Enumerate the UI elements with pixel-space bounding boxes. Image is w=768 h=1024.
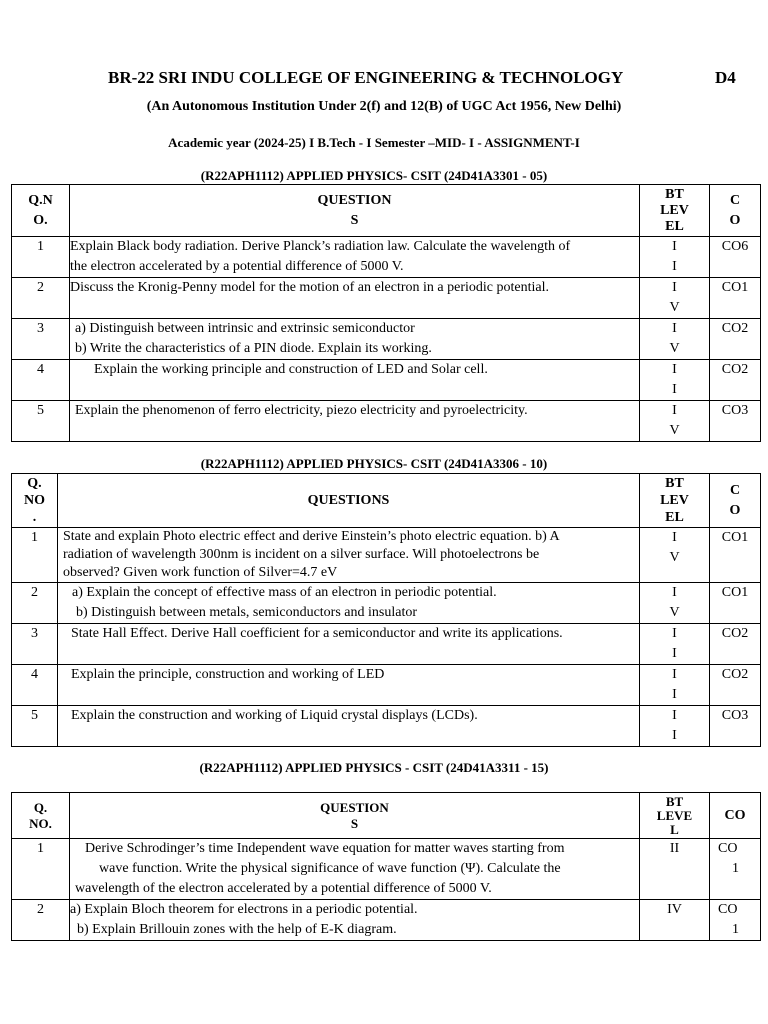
question-text: Discuss the Kronig-Penny model for the motion of an electron in a periodic potential. [70,278,640,319]
question-number: 3 [12,319,70,360]
header-bt-level: BT LEVE L [640,793,710,839]
bt-level: I V [640,528,710,583]
question-number: 2 [12,900,70,941]
question-text: Explain Black body radiation. Derive Planck’s radiation law. Calculate the wavelength of the electron accelerated by a potential difference of 5000 V. [70,237,640,278]
question-number: 2 [12,278,70,319]
table-row [12,839,761,900]
question-number: 4 [12,665,58,706]
academic-year-line: Academic year (2024-25) I B.Tech - I Semester –MID- I - ASSIGNMENT-I [168,135,580,150]
course-outcome: CO1 [710,583,761,624]
bt-level: I I [640,624,710,665]
section1-table [11,184,761,442]
header-question: QUESTIONS [58,474,640,528]
course-outcome: CO 1 [710,900,761,941]
bt-level: I V [640,401,710,442]
course-outcome: CO2 [710,360,761,401]
bt-level: I I [640,706,710,747]
table-row [12,665,761,706]
table-header-row [12,474,761,528]
table-header-row [12,793,761,839]
table-header-row [12,185,761,237]
question-number: 1 [12,237,70,278]
question-text: Explain the principle, construction and working of LED [58,665,640,706]
header-co: C O [710,185,761,237]
table-row [12,583,761,624]
bt-level: I I [640,360,710,401]
course-outcome: CO3 [710,706,761,747]
question-text: Explain the working principle and construction of LED and Solar cell. [70,360,640,401]
section3-table [11,792,761,941]
question-text: Explain the phenomenon of ferro electricity, piezo electricity and pyroelectricity. [70,401,640,442]
bt-level: I V [640,278,710,319]
bt-level: IV [640,900,710,941]
table-row [12,528,761,583]
document-header [0,68,768,90]
course-outcome: CO6 [710,237,761,278]
bt-level: I V [640,319,710,360]
table-row [12,237,761,278]
section2-table [11,473,761,747]
section2-title: (R22APH1112) APPLIED PHYSICS- CSIT (24D41A3306 - 10) [200,456,548,471]
table-row [12,319,761,360]
header-question: QUESTION S [70,793,640,839]
table-row [12,401,761,442]
bt-level: I I [640,237,710,278]
bt-level: II [640,839,710,900]
question-text: a) Explain Bloch theorem for electrons in a periodic potential. b) Explain Brillouin zones with the help of E-K diagram. [70,900,640,941]
section3-title: (R22APH1112) APPLIED PHYSICS - CSIT (24D41A3311 - 15) [199,760,549,775]
header-bt-level: BT LEV EL [640,474,710,528]
course-outcome: CO1 [710,278,761,319]
header-question: QUESTION S [70,185,640,237]
table-row [12,360,761,401]
question-number: 1 [12,528,58,583]
header-qno: Q.N O. [12,185,70,237]
question-text: a) Explain the concept of effective mass of an electron in periodic potential. b) Distinguish between metals, semiconductors and insulator [58,583,640,624]
question-text: Explain the construction and working of Liquid crystal displays (LCDs). [58,706,640,747]
header-bt-level: BT LEV EL [640,185,710,237]
question-text: State and explain Photo electric effect and derive Einstein’s photo electric equation. b) A radiation of wavelength 300nm is incident on a silver surface. Will photoelectrons be observed? Given work function of Silver=4.7 eV [58,528,640,583]
question-text: State Hall Effect. Derive Hall coefficient for a semiconductor and write its applications. [58,624,640,665]
course-outcome: CO2 [710,665,761,706]
course-outcome: CO2 [710,624,761,665]
header-qno: Q. NO. [12,793,70,839]
section1-title: (R22APH1112) APPLIED PHYSICS- CSIT (24D41A3301 - 05) [200,168,548,183]
question-number: 5 [12,401,70,442]
table-row [12,706,761,747]
course-outcome: CO3 [710,401,761,442]
table-row [12,278,761,319]
bt-level: I I [640,665,710,706]
question-number: 4 [12,360,70,401]
header-co: C O [710,474,761,528]
bt-level: I V [640,583,710,624]
course-outcome: CO1 [710,528,761,583]
table-row [12,624,761,665]
question-text: a) Distinguish between intrinsic and extrinsic semiconductor b) Write the characteristics of a PIN diode. Explain its working. [70,319,640,360]
header-qno: Q. NO . [12,474,58,528]
question-number: 3 [12,624,58,665]
document-code: D4 [715,68,736,87]
course-outcome: CO 1 [710,839,761,900]
question-number: 1 [12,839,70,900]
question-number: 5 [12,706,58,747]
course-outcome: CO2 [710,319,761,360]
college-title: BR-22 SRI INDU COLLEGE OF ENGINEERING & TECHNOLOGY [108,68,624,87]
header-co: CO [710,793,761,839]
table-row [12,900,761,941]
question-text: Derive Schrodinger’s time Independent wave equation for matter waves starting from wave function. Write the physical significance of wave function (Ψ). Calculate the wavelength of the electron accelerated by a potential difference of 5000 V. [70,839,640,900]
question-number: 2 [12,583,58,624]
institution-subtitle: (An Autonomous Institution Under 2(f) and 12(B) of UGC Act 1956, New Delhi) [146,99,622,114]
